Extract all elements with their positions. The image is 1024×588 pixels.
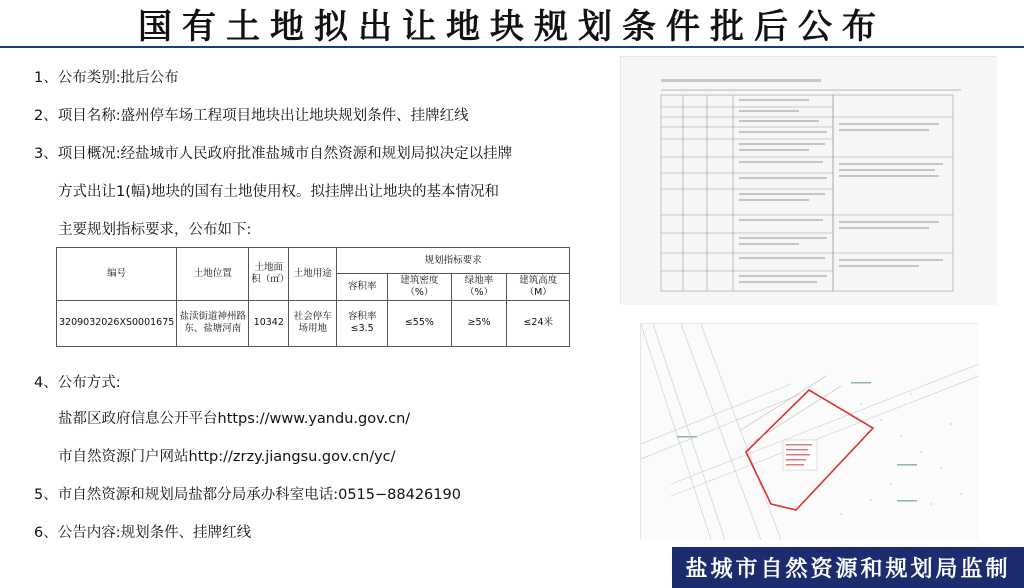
cell-density: ≤55% bbox=[388, 300, 452, 346]
th-area: 土地面积（㎡） bbox=[249, 248, 289, 301]
method-link-yandu[interactable]: 盐都区政府信息公开平台https://www.yandu.gov.cn/ bbox=[58, 411, 411, 427]
th-density: 建筑密度（%） bbox=[388, 274, 452, 301]
item-category: 1、公布类别:批后公布 bbox=[34, 70, 179, 86]
method-link-zrzy[interactable]: 市自然资源门户网站http://zrzy.jiangsu.gov.cn/yc/ bbox=[58, 449, 396, 465]
th-green: 绿地率（%） bbox=[451, 274, 507, 301]
listing-redline-map-image bbox=[640, 323, 978, 539]
planning-conditions-document-image bbox=[620, 56, 996, 304]
item-overview-line2: 方式出让1(幅)地块的国有土地使用权。拟挂牌出让地块的基本情况和 bbox=[58, 184, 500, 200]
th-far: 容积率 bbox=[337, 274, 388, 301]
page-title: 国有土地拟出让地块规划条件批后公布 bbox=[138, 6, 886, 47]
planning-table bbox=[56, 247, 570, 347]
cell-code: 3209032026XS0001675 bbox=[57, 300, 177, 346]
cell-height: ≤24米 bbox=[507, 300, 570, 346]
cell-green: ≥5% bbox=[451, 300, 507, 346]
item-overview: 3、项目概况:经盐城市人民政府批准盐城市自然资源和规划局拟决定以挂牌 bbox=[34, 146, 513, 162]
cell-area: 10342 bbox=[249, 300, 289, 346]
footer-label: 盐城市自然资源和规划局监制 bbox=[685, 557, 1011, 582]
title-bar bbox=[0, 0, 1024, 48]
map-sketch bbox=[641, 324, 979, 540]
item-content: 6、公告内容:规划条件、挂牌红线 bbox=[34, 525, 252, 541]
cell-location: 盐渎街道神州路东、盐塘河南 bbox=[177, 300, 249, 346]
item-method: 4、公布方式: bbox=[34, 375, 121, 391]
th-use: 土地用途 bbox=[289, 248, 337, 301]
document-sketch bbox=[621, 57, 997, 305]
item-contact: 5、市自然资源和规划局盐都分局承办科室电话:0515−88426190 bbox=[34, 487, 461, 503]
th-indicators: 规划指标要求 bbox=[337, 248, 570, 274]
th-height: 建筑高度（M） bbox=[507, 274, 570, 301]
cell-use: 社会停车场用地 bbox=[289, 300, 337, 346]
cell-far: 容积率≤3.5 bbox=[337, 300, 388, 346]
th-location: 土地位置 bbox=[177, 248, 249, 301]
table-row bbox=[57, 300, 570, 346]
item-overview-line3: 主要规划指标要求，公布如下: bbox=[58, 222, 252, 238]
footer-bar bbox=[672, 547, 1024, 588]
item-project-name: 2、项目名称:盛州停车场工程项目地块出让地块规划条件、挂牌红线 bbox=[34, 108, 469, 124]
th-code: 编号 bbox=[57, 248, 177, 301]
